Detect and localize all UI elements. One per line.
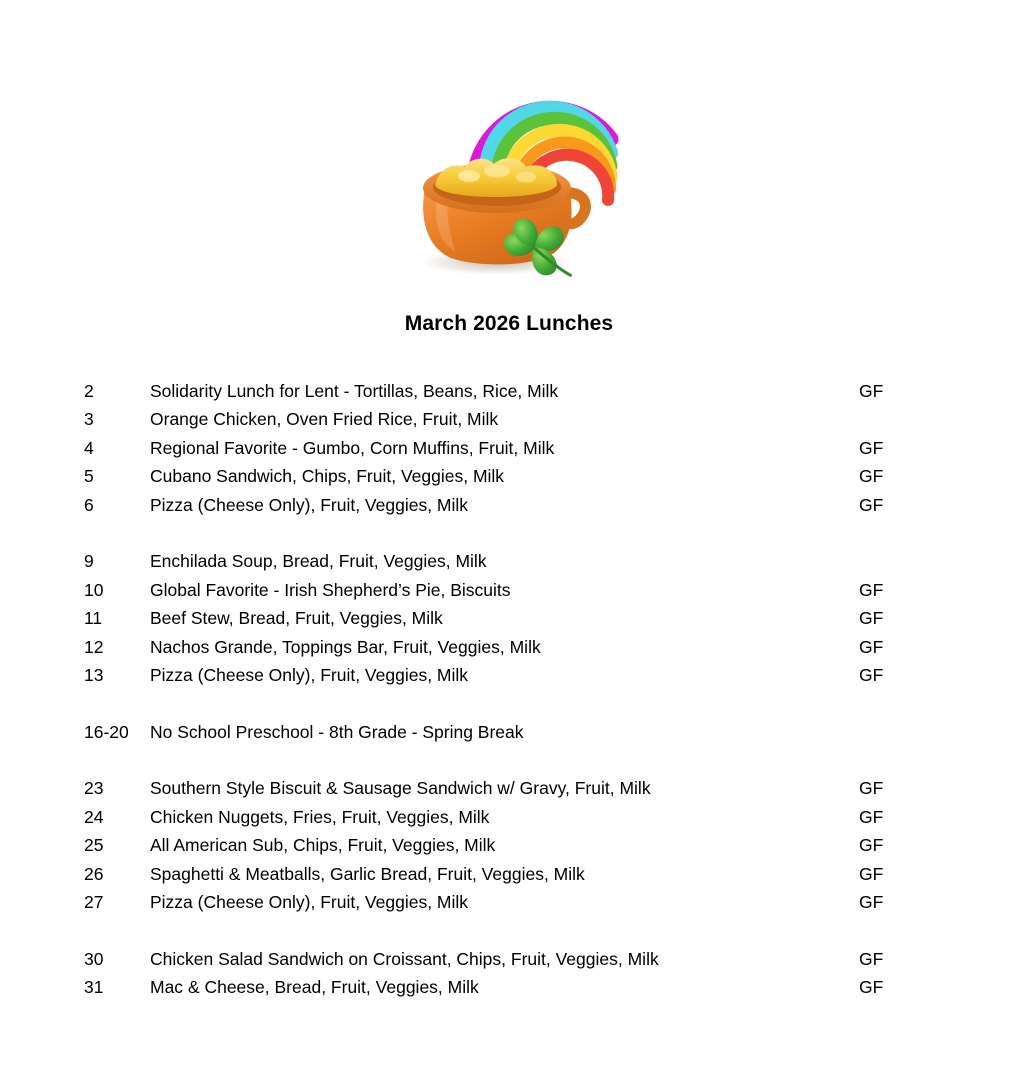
menu-row	[0, 405, 1018, 433]
menu-row	[0, 604, 1018, 632]
menu-row	[0, 661, 1018, 689]
gluten-free-badge: GF	[859, 636, 884, 657]
menu-description: Spaghetti & Meatballs, Garlic Bread, Fruit, Veggies, Milk	[150, 863, 585, 884]
gluten-free-badge: GF	[859, 835, 884, 856]
gluten-free-badge: GF	[859, 466, 884, 487]
menu-row	[0, 831, 1018, 859]
menu-description: Pizza (Cheese Only), Fruit, Veggies, Milk	[150, 892, 469, 913]
menu-day-number: 30	[84, 948, 104, 969]
menu-day-number: 16-20	[84, 721, 129, 742]
menu-day-number: 12	[84, 636, 104, 657]
menu-description: No School Preschool - 8th Grade - Spring Break	[150, 721, 524, 742]
menu-day-number: 5	[84, 466, 94, 487]
menu-description: Chicken Nuggets, Fries, Fruit, Veggies, Milk	[150, 806, 490, 827]
menu-row	[0, 945, 1018, 973]
menu-day-number: 10	[84, 579, 104, 600]
menu-description: Nachos Grande, Toppings Bar, Fruit, Veggies, Milk	[150, 636, 541, 657]
gluten-free-badge: GF	[859, 381, 884, 401]
gluten-free-badge: GF	[859, 778, 884, 799]
menu-day-number: 9	[84, 551, 94, 572]
week-separator	[0, 519, 1018, 547]
gluten-free-badge: GF	[859, 664, 884, 685]
menu-description: All American Sub, Chips, Fruit, Veggies, Milk	[150, 835, 496, 856]
menu-description: Global Favorite - Irish Shepherd’s Pie, Biscuits	[150, 579, 511, 600]
menu-row	[0, 803, 1018, 831]
menu-row	[0, 377, 1018, 405]
menu-row	[0, 860, 1018, 888]
gluten-free-badge: GF	[859, 892, 884, 913]
page-title: March 2026 Lunches	[404, 312, 614, 335]
gluten-free-badge: GF	[859, 608, 884, 629]
menu-row	[0, 547, 1018, 575]
menu-week-block	[0, 547, 1018, 689]
menu-day-number: 6	[84, 494, 94, 515]
menu-day-number: 11	[84, 608, 103, 629]
menu-week-block	[0, 718, 1018, 746]
gluten-free-badge: GF	[859, 494, 884, 515]
menu-description: Chicken Salad Sandwich on Croissant, Chips, Fruit, Veggies, Milk	[150, 948, 659, 969]
menu-day-number: 25	[84, 835, 104, 856]
menu-day-number: 2	[84, 381, 94, 401]
menu-day-number: 26	[84, 863, 104, 884]
menu-description: Pizza (Cheese Only), Fruit, Veggies, Milk	[150, 494, 469, 515]
menu-week-block	[0, 774, 1018, 916]
gluten-free-badge: GF	[859, 806, 884, 827]
menu-week-block	[0, 377, 1018, 519]
menu-row	[0, 774, 1018, 802]
gluten-free-badge: GF	[859, 948, 884, 969]
menu-description: Cubano Sandwich, Chips, Fruit, Veggies, Milk	[150, 466, 505, 487]
gluten-free-badge: GF	[859, 437, 884, 458]
gluten-free-badge: GF	[859, 863, 884, 884]
menu-row	[0, 576, 1018, 604]
week-separator	[0, 916, 1018, 944]
menu-day-number: 31	[84, 977, 104, 998]
menu-week-block	[0, 945, 1018, 1002]
menu-description: Enchilada Soup, Bread, Fruit, Veggies, Milk	[150, 551, 487, 572]
menu-row	[0, 434, 1018, 462]
menu-row	[0, 491, 1018, 519]
menu-day-number: 27	[84, 892, 104, 913]
menu-description: Mac & Cheese, Bread, Fruit, Veggies, Milk	[150, 977, 479, 998]
menu-row	[0, 718, 1018, 746]
menu-description: Southern Style Biscuit & Sausage Sandwich w/ Gravy, Fruit, Milk	[150, 778, 651, 799]
header-artwork	[0, 55, 1018, 295]
menu-day-number: 4	[84, 437, 94, 458]
menu-row	[0, 462, 1018, 490]
lunch-menu-list	[0, 377, 1018, 1002]
menu-day-number: 13	[84, 664, 104, 685]
menu-row	[0, 973, 1018, 1001]
menu-description: Regional Favorite - Gumbo, Corn Muffins, Fruit, Milk	[150, 437, 555, 458]
menu-day-number: 23	[84, 778, 104, 799]
week-separator	[0, 746, 1018, 774]
menu-description: Solidarity Lunch for Lent - Tortillas, Beans, Rice, Milk	[150, 381, 559, 401]
menu-description: Orange Chicken, Oven Fried Rice, Fruit, Milk	[150, 409, 499, 430]
week-separator	[0, 689, 1018, 717]
menu-description: Beef Stew, Bread, Fruit, Veggies, Milk	[150, 608, 443, 629]
menu-day-number: 3	[84, 409, 94, 430]
menu-row	[0, 633, 1018, 661]
gluten-free-badge: GF	[859, 977, 884, 998]
menu-day-number: 24	[84, 806, 104, 827]
menu-row	[0, 888, 1018, 916]
pot-of-gold-rainbow-icon	[379, 55, 639, 295]
gluten-free-badge: GF	[859, 579, 884, 600]
menu-description: Pizza (Cheese Only), Fruit, Veggies, Milk	[150, 664, 469, 685]
